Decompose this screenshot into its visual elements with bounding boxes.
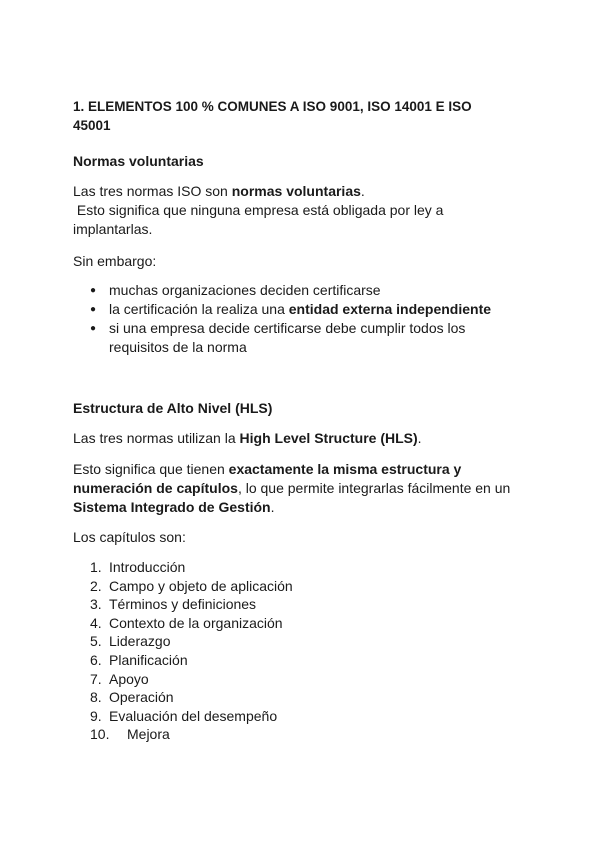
paragraph-line: Esto significa que ninguna empresa está obligada por ley a	[73, 202, 444, 218]
paragraph-line	[73, 479, 533, 498]
list-item-text: Campo y objeto de aplicación	[109, 577, 293, 594]
list-item-text: Contexto de la organización	[109, 614, 283, 631]
chapters-intro: Los capítulos son:	[73, 529, 186, 545]
list-item	[73, 595, 533, 614]
item-number: 1.	[90, 559, 102, 575]
item-number: 5.	[90, 633, 102, 650]
bold-text: High Level Structure (HLS)	[239, 430, 418, 446]
bold-text: numeración de capítulos	[73, 480, 238, 496]
text-run: .	[270, 499, 275, 515]
paragraph-hls-1	[73, 429, 533, 448]
list-item	[73, 577, 533, 596]
bold-text: entidad externa independiente	[288, 301, 492, 317]
list-item-text: la certificación la realiza una	[109, 301, 289, 317]
item-number: 6.	[90, 651, 102, 668]
text-run: Esto significa que tienen	[73, 461, 229, 477]
list-item-text: Evaluación del desempeño	[109, 707, 278, 724]
item-number: 4.	[90, 614, 102, 631]
list-item-text: Mejora	[127, 726, 170, 743]
item-number: 9.	[90, 707, 102, 724]
list-item-text: Términos y definiciones	[109, 596, 257, 613]
item-number: 3.	[90, 596, 102, 613]
paragraph-line	[73, 460, 533, 479]
paragraph-hls-2	[73, 460, 533, 517]
list-item	[73, 725, 533, 744]
subheading-voluntarias: Normas voluntarias	[73, 153, 204, 169]
list-item-text: Planificación	[109, 651, 188, 668]
list-item	[73, 614, 533, 633]
subheading-hls: Estructura de Alto Nivel (HLS)	[73, 400, 273, 416]
list-item-text: si una empresa decide certificarse debe cumplir todos los	[109, 320, 466, 336]
text-run: Las tres normas ISO son	[73, 183, 232, 199]
paragraph-voluntarias	[73, 182, 533, 239]
item-number: 7.	[90, 670, 102, 687]
list-item	[73, 688, 533, 707]
item-number: 10.	[90, 726, 110, 743]
bullet-icon: ●	[90, 323, 97, 334]
bold-text: normas voluntarias	[231, 183, 361, 199]
list-item-text: muchas organizaciones deciden certificarse	[109, 282, 381, 298]
sin-embargo-text: Sin embargo:	[73, 253, 157, 269]
bold-text: exactamente la misma estructura y	[228, 461, 462, 477]
heading-line-2: 45001	[73, 118, 111, 133]
paragraph-line	[73, 498, 533, 517]
list-item	[73, 319, 533, 357]
paragraph-line: implantarlas.	[73, 221, 153, 237]
paragraph-line	[73, 182, 533, 201]
list-item	[73, 707, 533, 726]
list-item	[73, 281, 533, 300]
list-item-text: Operación	[109, 689, 174, 706]
text-run: , lo que permite integrarlas fácilmente en un	[237, 480, 511, 496]
list-item-text: Liderazgo	[109, 633, 171, 650]
heading-line-1: 1. ELEMENTOS 100 % COMUNES A ISO 9001, ISO 14001 E ISO	[73, 99, 472, 114]
list-item-text: Apoyo	[109, 670, 149, 687]
bullet-icon: ●	[90, 304, 97, 315]
list-item	[73, 300, 533, 319]
bullet-list	[73, 281, 533, 357]
list-item-text: Introducción	[109, 559, 186, 575]
item-number: 8.	[90, 689, 102, 706]
item-number: 2.	[90, 577, 102, 594]
bullet-icon: ●	[90, 285, 97, 296]
text-run: .	[360, 183, 365, 199]
list-item	[73, 670, 533, 689]
list-item	[73, 558, 533, 577]
section-heading	[73, 97, 533, 135]
bold-text: Sistema Integrado de Gestión	[73, 499, 271, 515]
text-run: .	[417, 430, 422, 446]
list-item	[73, 632, 533, 651]
chapter-list	[73, 558, 533, 744]
text-run: Las tres normas utilizan la	[73, 430, 240, 446]
list-item	[73, 651, 533, 670]
list-item-text: requisitos de la norma	[109, 339, 247, 355]
